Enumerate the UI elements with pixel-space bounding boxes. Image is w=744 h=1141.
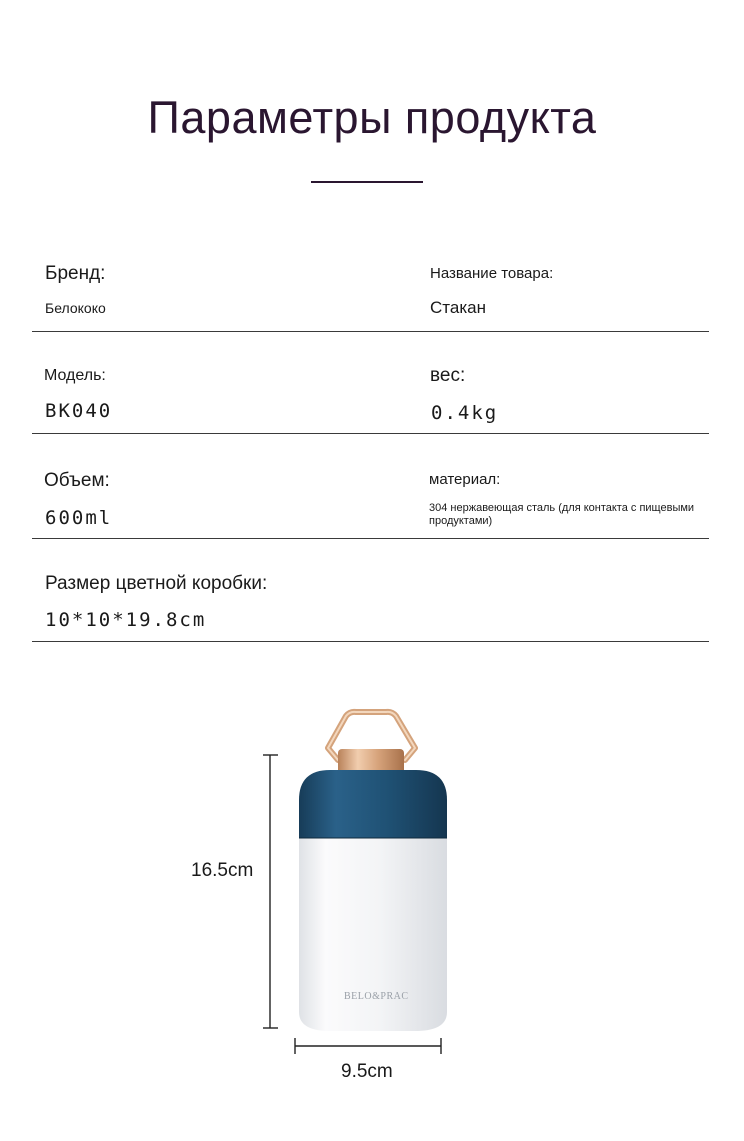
height-dimension-line — [263, 755, 278, 1028]
height-dimension-label: 16.5cm — [191, 860, 254, 881]
name-value: Стакан — [430, 298, 486, 317]
container-lid — [299, 770, 447, 838]
material-label: материал: — [429, 471, 501, 488]
box-size-value: 10*10*19.8cm — [45, 609, 207, 631]
model-value: BK040 — [45, 400, 113, 422]
volume-value: 600ml — [45, 507, 113, 529]
brand-label: Бренд: — [45, 263, 106, 284]
width-dimension-line — [295, 1038, 441, 1054]
box-size-label: Размер цветной коробки: — [45, 573, 268, 594]
volume-label: Объем: — [44, 470, 110, 491]
page-title: Параметры продукта — [147, 92, 597, 143]
width-dimension-label: 9.5cm — [341, 1061, 393, 1082]
weight-label: вес: — [430, 365, 466, 386]
material-value: 304 нержавеющая сталь (для контакта с пищевыми продуктами) — [429, 502, 695, 527]
name-label: Название товара: — [430, 265, 554, 282]
model-label: Модель: — [44, 367, 106, 384]
weight-value: 0.4kg — [431, 402, 499, 424]
brand-value: Белококо — [45, 300, 106, 316]
product-logo: BELO&PRAC — [344, 991, 409, 1002]
